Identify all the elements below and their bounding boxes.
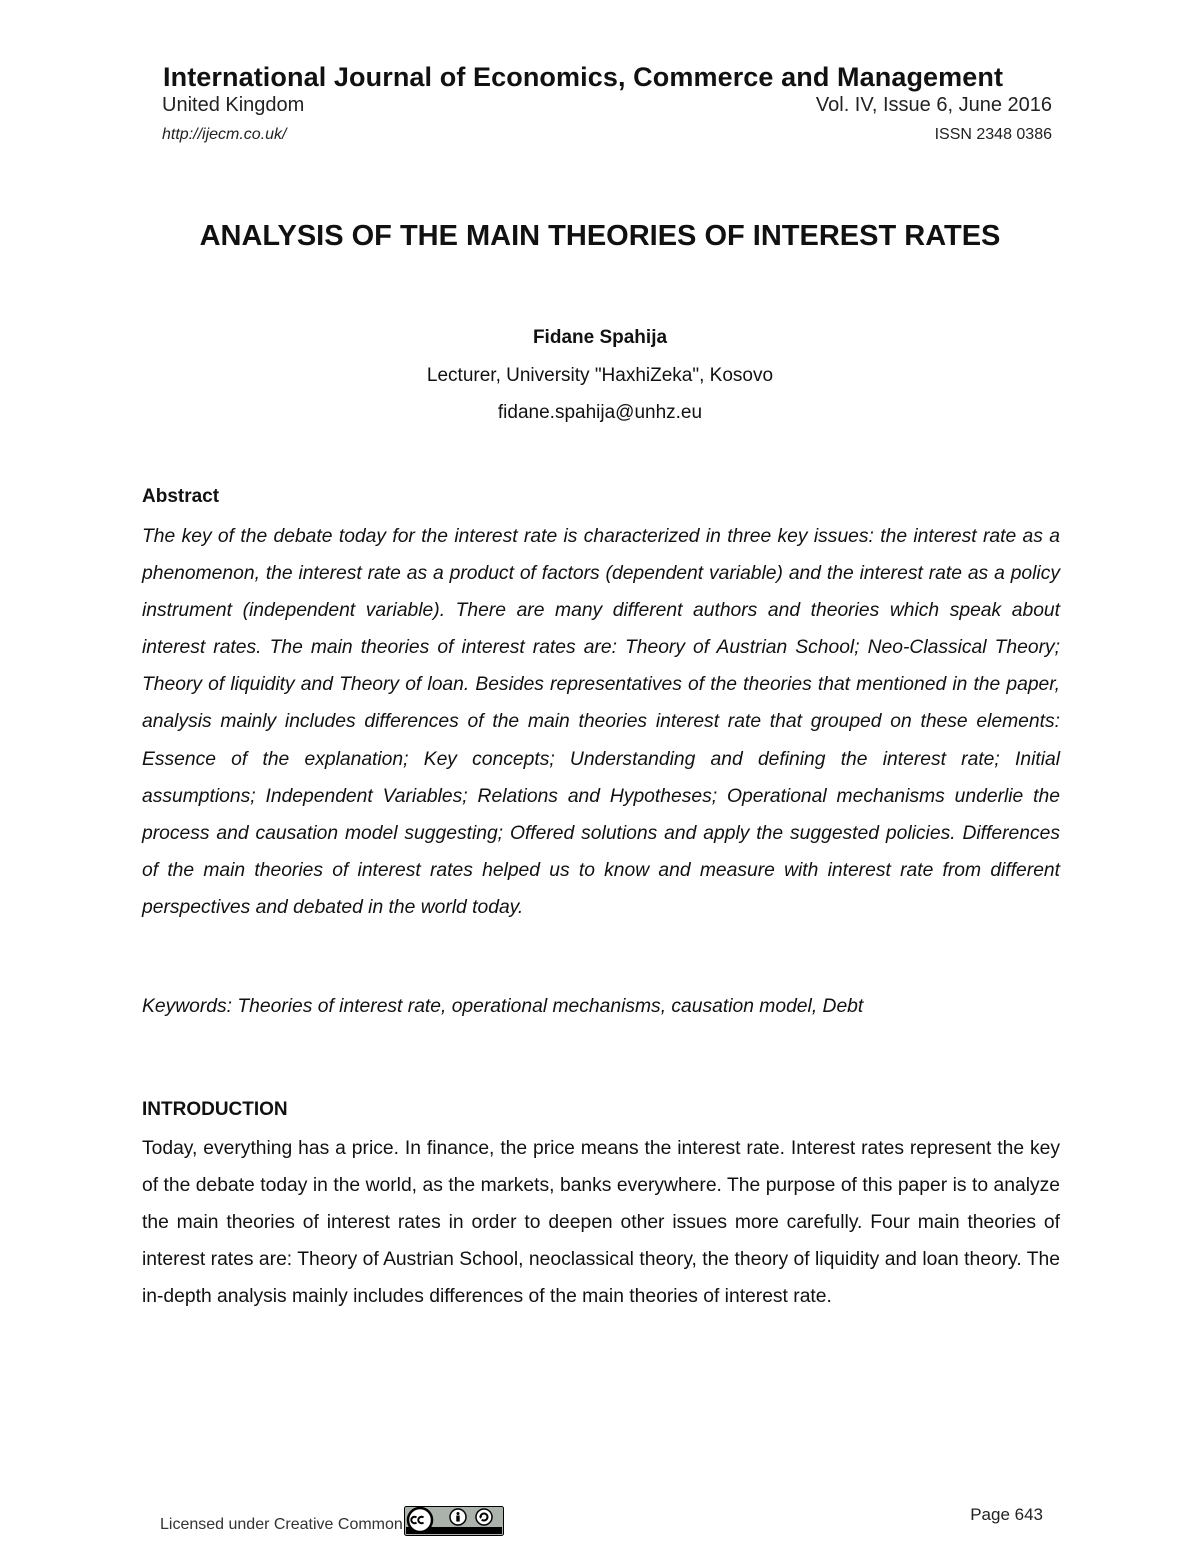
journal-link-row bbox=[162, 126, 1052, 144]
license-text: Licensed under Creative Common bbox=[160, 1516, 403, 1533]
author-email-link[interactable]: fidane.spahija@unhz.eu bbox=[497, 402, 703, 423]
journal-url-link[interactable]: http://ijecm.co.uk/ bbox=[162, 126, 287, 143]
license-footer bbox=[160, 1504, 504, 1534]
author-affiliation: Lecturer, University "HaxhiZeka", Kosovo bbox=[426, 365, 774, 386]
abstract-body: The key of the debate today for the interest rate is characterized in three key issues: the interest rate as a phenomenon, the interest rate as a product of factors (dependent variable) and the interest rate as a policy instrument (independent variable). There are many different authors and theories which speak about interest rates. The main theories of interest rates are: Theory of Austrian School; Neo-Classical Theory; Theory of liquidity and Theory of loan. Besides representatives of the theories that mentioned in the paper, analysis mainly includes differences of the main theories interest rate that grouped on these elements: Essence of the explanation; Key concepts; Understanding and defining the interest rate; Initial assumptions; Independent Variables; Relations and Hypotheses; Operational mechanisms underlie the process and causation model suggesting; Offered solutions and apply the suggested policies. Differences of the main theories of interest rates helped us to know and measure with interest rate from different perspectives and debated in the world today. bbox=[142, 526, 1060, 918]
cc-by-sa-badge-icon[interactable] bbox=[404, 1506, 504, 1536]
paper-title: ANALYSIS OF THE MAIN THEORIES OF INTEREST RATES bbox=[199, 220, 1001, 252]
page-number: Page 643 bbox=[970, 1505, 1043, 1524]
keywords: Keywords: Theories of interest rate, operational mechanisms, causation model, Debt bbox=[142, 996, 864, 1017]
introduction-body: Today, everything has a price. In finance, the price means the interest rate. Interest rates represent the key of the debate today in the world, as the markets, banks everywhere. The purpose of this paper is to analyze the main theories of interest rates in order to deepen other issues more carefully. Four main theories of interest rates are: Theory of Austrian School, neoclassical theory, the theory of liquidity and loan theory. The in-depth analysis mainly includes differences of the main theories of interest rate. bbox=[142, 1138, 1060, 1307]
journal-meta-row bbox=[162, 94, 1052, 117]
abstract-heading: Abstract bbox=[142, 486, 220, 507]
journal-country: United Kingdom bbox=[162, 94, 305, 116]
journal-issn: ISSN 2348 0386 bbox=[934, 126, 1052, 143]
introduction-heading: INTRODUCTION bbox=[142, 1099, 288, 1120]
journal-title: International Journal of Economics, Commerce and Management bbox=[163, 62, 1004, 92]
author-block bbox=[0, 326, 1200, 425]
journal-volume-issue: Vol. IV, Issue 6, June 2016 bbox=[815, 94, 1052, 116]
author-name: Fidane Spahija bbox=[532, 327, 668, 348]
